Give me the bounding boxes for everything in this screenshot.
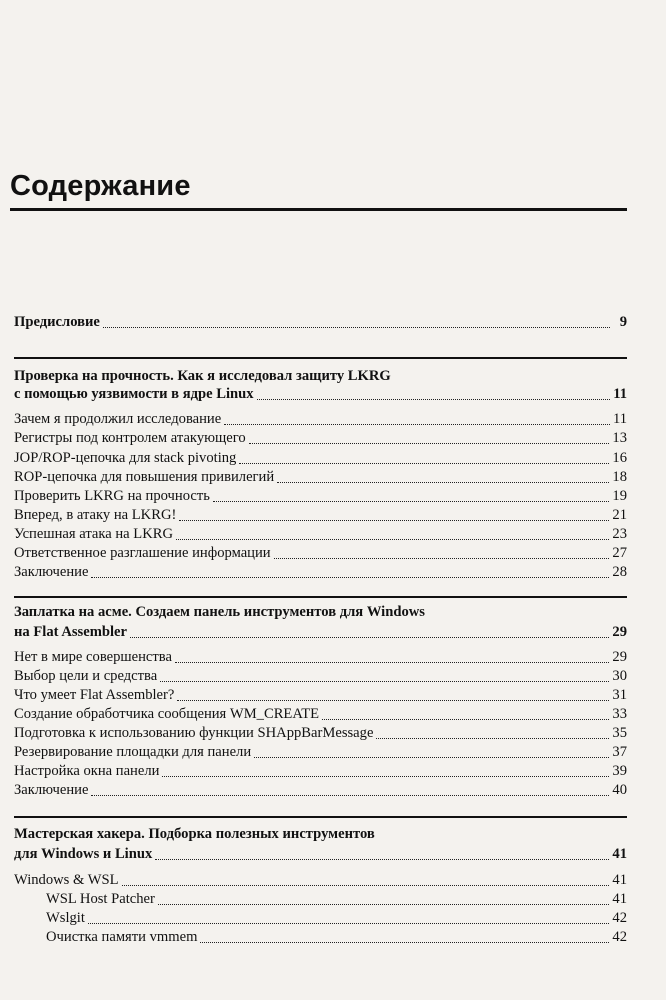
toc-entry-page: 40: [612, 782, 627, 798]
toc-entry-label: Wslgit: [46, 910, 85, 926]
toc-entry[interactable]: [14, 687, 627, 704]
leader-dots: [103, 327, 610, 328]
toc-entry[interactable]: [14, 564, 627, 581]
leader-dots: [162, 776, 609, 777]
toc-entry-page: 39: [612, 763, 627, 779]
leader-dots: [88, 923, 609, 924]
toc-entry-page: 29: [612, 649, 627, 665]
toc-entry-label: Зачем я продолжил исследование: [14, 411, 222, 427]
leader-dots: [175, 662, 609, 663]
toc-entry-page: 42: [612, 910, 627, 926]
toc-subentry[interactable]: [14, 891, 627, 908]
leader-dots: [177, 700, 609, 701]
page-title: Содержание: [10, 170, 191, 202]
toc-entry[interactable]: [14, 649, 627, 666]
toc-chapter-2[interactable]: [14, 624, 627, 641]
toc-entry-page: 11: [612, 411, 627, 427]
leader-dots: [274, 558, 610, 559]
toc-entry-page: 30: [612, 668, 627, 684]
toc-entry-page: 28: [612, 564, 627, 580]
toc-entry-label: Подготовка к использованию функции SHAppBarMessage: [14, 725, 374, 741]
toc-entry-label: ROP-цепочка для повышения привилегий: [14, 469, 275, 485]
chapter-title-line2: на Flat Assembler: [14, 624, 127, 640]
toc-entry-label: Заключение: [14, 782, 89, 798]
toc-entry-page: 13: [612, 430, 627, 446]
toc-entry-label: Настройка окна панели: [14, 763, 160, 779]
toc-entry[interactable]: [14, 872, 627, 889]
toc-entry-page: 9: [619, 314, 627, 330]
toc-entry[interactable]: [14, 526, 627, 543]
chapter-rule: [14, 816, 627, 818]
toc-entry-label: Очистка памяти vmmem: [46, 929, 198, 945]
leader-dots: [213, 501, 610, 502]
toc-entry-label: Заключение: [14, 564, 89, 580]
toc-entry-label: Ответственное разглашение информации: [14, 545, 271, 561]
leader-dots: [254, 757, 609, 758]
leader-dots: [176, 539, 609, 540]
toc-entry-page: 23: [612, 526, 627, 542]
toc-entry[interactable]: [14, 430, 627, 447]
toc-entry[interactable]: [14, 706, 627, 723]
toc-entry-page: 33: [612, 706, 627, 722]
toc-entry[interactable]: [14, 744, 627, 761]
leader-dots: [239, 463, 609, 464]
chapter-title-line2: с помощью уязвимости в ядре Linux: [14, 386, 254, 402]
toc-entry-label: Вперед, в атаку на LKRG!: [14, 507, 177, 523]
toc-entry[interactable]: [14, 450, 627, 467]
toc-entry-page: 19: [612, 488, 627, 504]
toc-entry-page: 18: [612, 469, 627, 485]
chapter-title-line1: Мастерская хакера. Подборка полезных инструментов: [14, 826, 375, 842]
toc-subentry[interactable]: [14, 929, 627, 946]
toc-entry-label: Создание обработчика сообщения WM_CREATE: [14, 706, 320, 722]
leader-dots: [158, 904, 610, 905]
toc-entry[interactable]: [14, 507, 627, 524]
leader-dots: [122, 885, 610, 886]
toc-entry-label: Нет в мире совершенства: [14, 649, 172, 665]
leader-dots: [257, 399, 610, 400]
toc-subentry[interactable]: [14, 910, 627, 927]
leader-dots: [155, 859, 609, 860]
toc-entry-page: 42: [612, 929, 627, 945]
toc-entry-label: Успешная атака на LKRG: [14, 526, 174, 542]
toc-chapter-3[interactable]: [14, 846, 627, 863]
leader-dots: [91, 795, 609, 796]
toc-entry-page: 31: [612, 687, 627, 703]
toc-entry-page: 21: [612, 507, 627, 523]
leader-dots: [376, 738, 609, 739]
toc-entry[interactable]: [14, 411, 627, 428]
title-rule: [10, 208, 627, 211]
leader-dots: [200, 942, 609, 943]
leader-dots: [249, 443, 610, 444]
toc-entry-label: Что умеет Flat Assembler?: [14, 687, 175, 703]
toc-chapter-1[interactable]: [14, 386, 627, 403]
toc-entry[interactable]: [14, 545, 627, 562]
leader-dots: [160, 681, 609, 682]
toc-entry-page: 16: [612, 450, 627, 466]
chapter-page: 29: [612, 624, 627, 640]
toc-entry-label: Предисловие: [14, 314, 100, 330]
leader-dots: [277, 482, 609, 483]
toc-entry[interactable]: [14, 469, 627, 486]
toc-entry-page: 27: [612, 545, 627, 561]
toc-entry-label: Выбор цели и средства: [14, 668, 158, 684]
toc-entry-label: WSL Host Patcher: [46, 891, 155, 907]
toc-entry-page: 41: [612, 891, 627, 907]
chapter-page: 41: [612, 846, 627, 862]
toc-entry-label: Резервирование площадки для панели: [14, 744, 252, 760]
leader-dots: [130, 637, 609, 638]
toc-entry-page: 37: [612, 744, 627, 760]
toc-entry-label: JOP/ROP-цепочка для stack pivoting: [14, 450, 237, 466]
toc-entry[interactable]: [14, 668, 627, 685]
leader-dots: [91, 577, 609, 578]
leader-dots: [179, 520, 609, 521]
toc-entry-label: Windows & WSL: [14, 872, 119, 888]
toc-entry[interactable]: [14, 725, 627, 742]
leader-dots: [322, 719, 609, 720]
toc-entry[interactable]: [14, 763, 627, 780]
chapter-page: 11: [613, 386, 627, 402]
chapter-rule: [14, 596, 627, 598]
toc-entry-foreword[interactable]: [14, 314, 627, 331]
toc-entry-page: 35: [612, 725, 627, 741]
toc-entry[interactable]: [14, 488, 627, 505]
chapter-title-line1: Проверка на прочность. Как я исследовал защиту LKRG: [14, 368, 391, 384]
toc-entry[interactable]: [14, 782, 627, 799]
toc-entry-label: Проверить LKRG на прочность: [14, 488, 210, 504]
toc-entry-label: Регистры под контролем атакующего: [14, 430, 246, 446]
toc-entry-page: 41: [612, 872, 627, 888]
chapter-title-line1: Заплатка на асме. Создаем панель инструментов для Windows: [14, 604, 425, 620]
chapter-title-line2: для Windows и Linux: [14, 846, 153, 862]
leader-dots: [224, 424, 610, 425]
chapter-rule: [14, 357, 627, 359]
